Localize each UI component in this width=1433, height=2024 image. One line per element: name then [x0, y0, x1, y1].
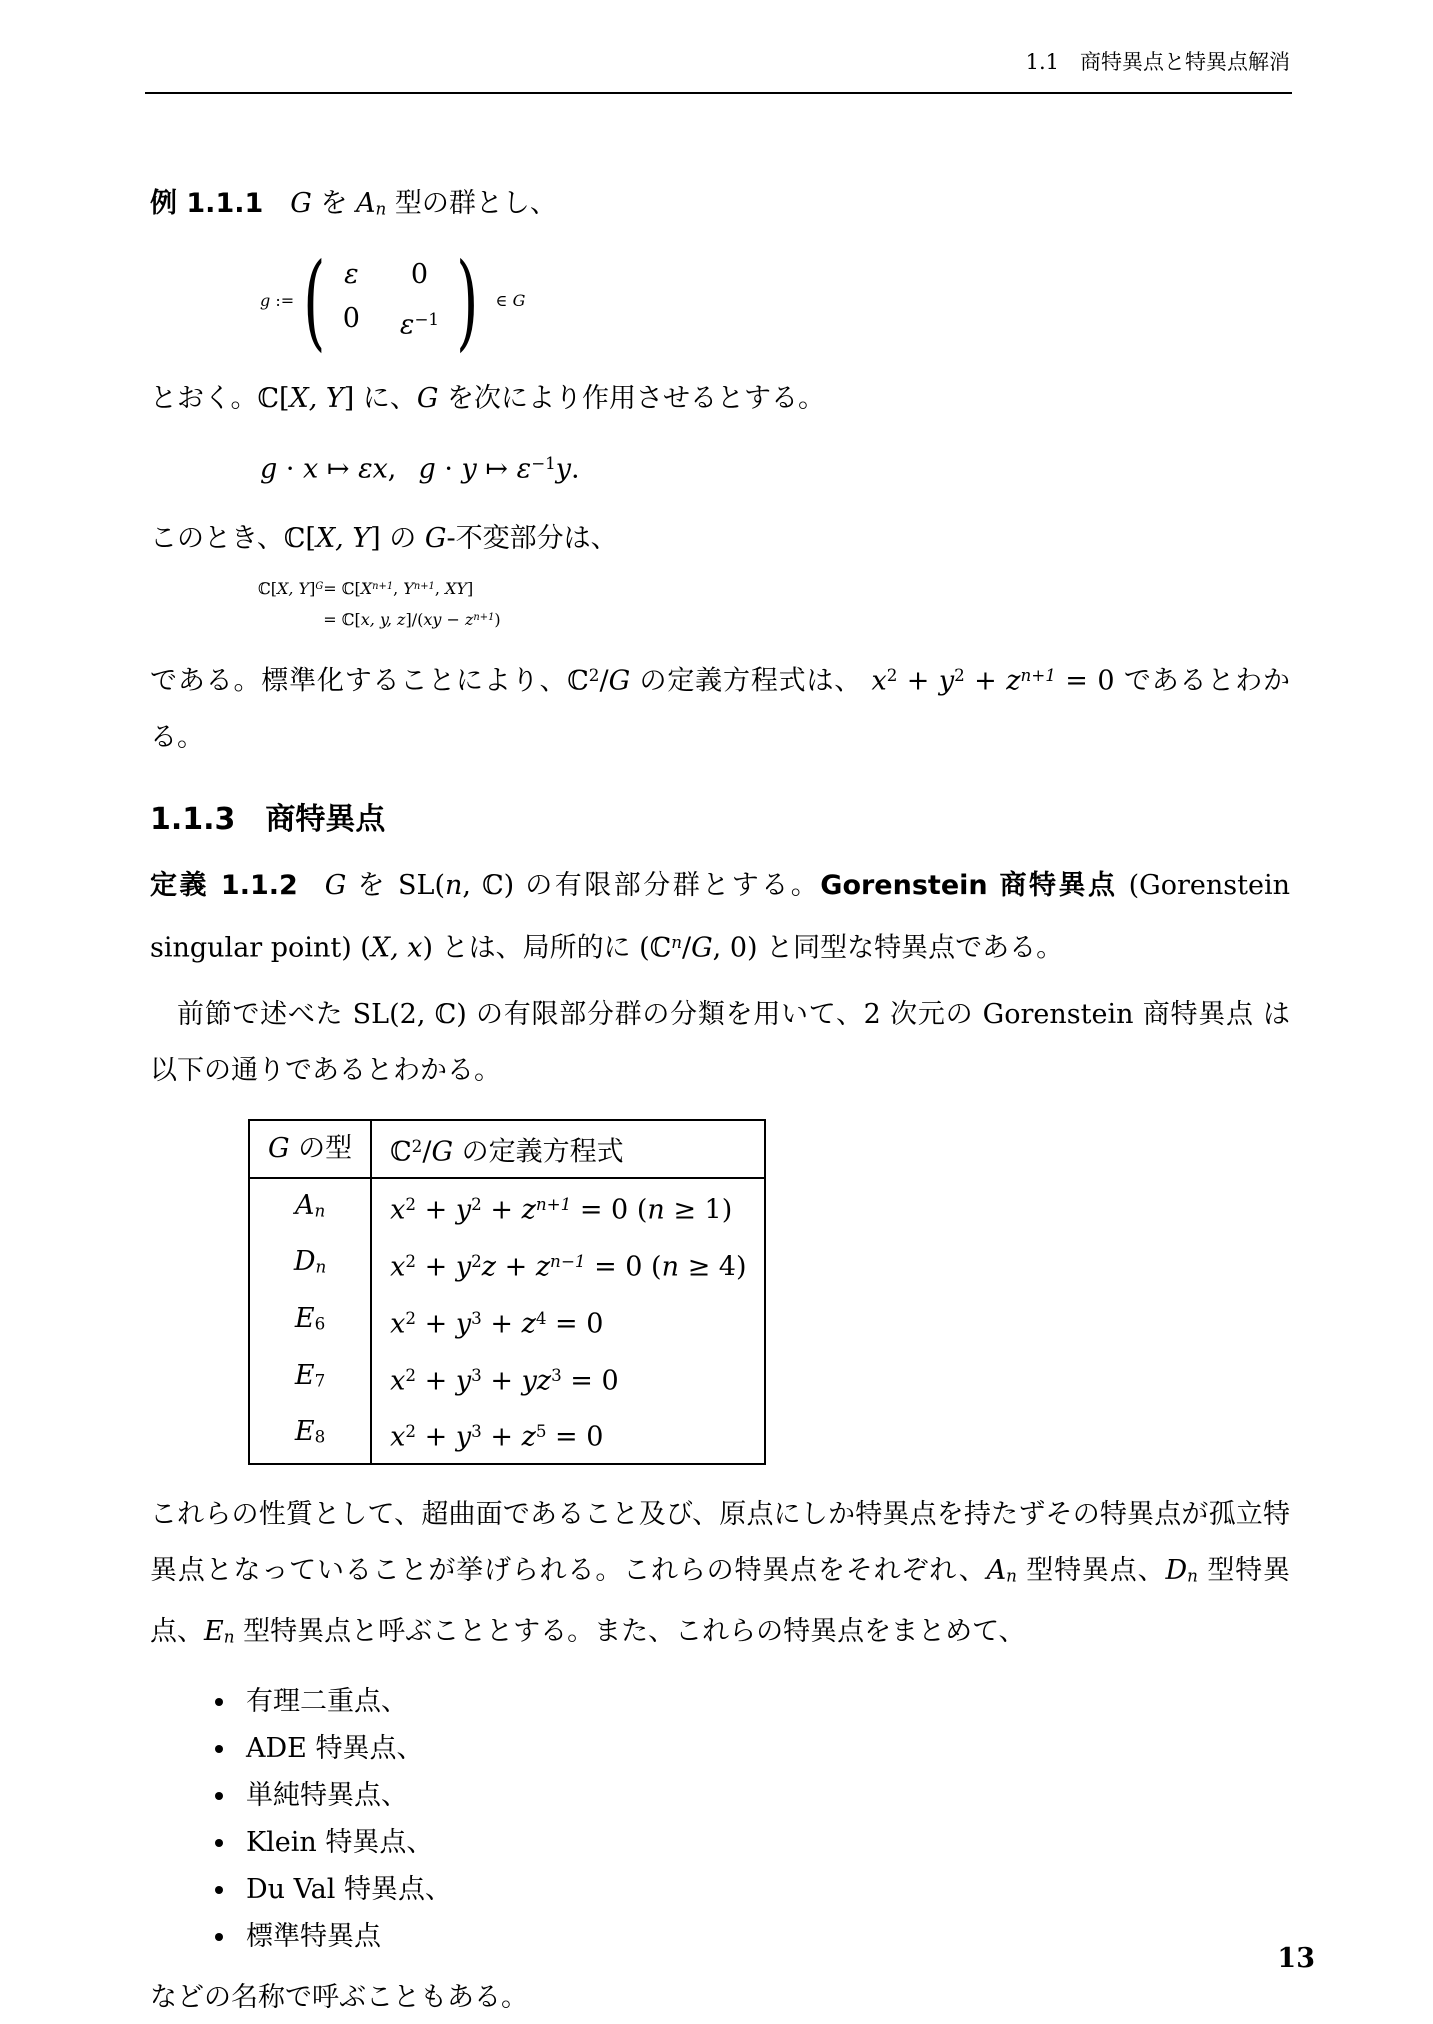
- definition-paragraph: 定義 1.1.2 G を SL(n, ℂ) の有限部分群とする。Gorenstein 商特異点 (Gorenstein singular point) (X, x) とは、局所的に (ℂ$^n$/G, 0) と同型な特異点である。: [150, 870, 1290, 964]
- table-header-equation: ℂ$^2$/G の定義方程式: [390, 1135, 624, 1168]
- table-cell-equation: $x^2 + y^3 + z^5 = 0$: [390, 1421, 604, 1453]
- equation-rhs: ∈ G: [487, 291, 526, 311]
- table-cell-equation: $x^2 + y^3 + yz^3 = 0$: [390, 1364, 619, 1397]
- matrix-cell-r2c2: $\varepsilon^{-1}$: [399, 309, 440, 342]
- list-item: • 標準特異点: [238, 1913, 1290, 1960]
- table-cell-type: Dn: [249, 1236, 371, 1293]
- table-row: [249, 1178, 765, 1236]
- equation-lhs: g :=: [260, 291, 295, 311]
- table-cell-equation: $x^2 + y^3 + z^4 = 0$: [390, 1307, 604, 1340]
- table-row: [249, 1293, 765, 1350]
- table-header-type: G の型: [249, 1120, 371, 1179]
- paragraph-outro: などの名称で呼ぶこともある。: [150, 1982, 528, 2014]
- spacer: [150, 977, 1290, 987]
- table-cell-type: An: [249, 1178, 371, 1236]
- equation-line1-left: ℂ[X, Y]$^G$: [258, 579, 324, 599]
- matrix-entries: [335, 255, 447, 346]
- table-row: [249, 1236, 765, 1293]
- table-row: [249, 1350, 765, 1407]
- equation-matrix-definition: [260, 239, 1290, 362]
- header-rule: [145, 92, 1292, 94]
- paragraph-action-setup: とおく。ℂ[X, Y] に、G を次により作用させるとする。: [150, 382, 826, 414]
- table-cell-equation: $x^2 + y^2 + z^{n+1} = 0$ (n ≥ 1): [390, 1194, 733, 1227]
- table-row: [249, 1406, 765, 1464]
- equation-invariant-ring: [258, 579, 1290, 629]
- page-number: 13: [1277, 1943, 1315, 1974]
- paragraph-classification-intro: 前節で述べた SL(2, ℂ) の有限部分群の分類を用いて、2 次元の Gorenstein 商特異点 は以下の通りであるとわかる。: [150, 998, 1290, 1086]
- singularity-names-list: [150, 1678, 1290, 1960]
- table-cell-type: E6: [249, 1293, 371, 1350]
- table-header-row: [249, 1120, 765, 1179]
- paragraph-conclusion: である。標準化することにより、ℂ$^2$/G の定義方程式は、 $x^2 + y^2 + z^{n+1} = 0$ であるとわかる。: [150, 665, 1290, 754]
- equation-group-action: g · x ↦ εx, g · y ↦ $\varepsilon^{-1}y$.: [260, 452, 580, 485]
- list-item: • Klein 特異点、: [238, 1819, 1290, 1866]
- matrix-close-paren: ): [456, 239, 479, 362]
- matrix-cell-r2c1: 0: [342, 303, 360, 335]
- matrix-cell-r1c1: ε: [344, 259, 359, 291]
- table-cell-equation: $x^2 + y^2z + z^{n-1} = 0$ (n ≥ 4): [390, 1251, 747, 1283]
- running-head: 1.1 商特異点と特異点解消: [1025, 50, 1290, 74]
- table-cell-type: E8: [249, 1406, 371, 1464]
- paragraph-properties: これらの性質として、超曲面であること及び、原点にしか特異点を持たずその特異点が孤立特異点となっていることが挙げられる。これらの特異点をそれぞれ、An 型特異点、Dn 型特異点、En 型特異点と呼ぶこととする。また、これらの特異点をまとめて、: [150, 1499, 1290, 1647]
- page-content: [150, 176, 1290, 2024]
- equation-line2-left: [258, 610, 323, 629]
- quotient-singularity-table: [248, 1119, 766, 1465]
- equation-line2-right: = ℂ[x, y, $z]/(xy - z^{n+1})$: [323, 610, 501, 630]
- list-item: • Du Val 特異点、: [238, 1866, 1290, 1913]
- equation-line1-right: = $ℂ[X^{n+1}$, $Y^{n+1}$, XY]: [323, 579, 474, 599]
- matrix-cell-r1c2: 0: [410, 259, 429, 291]
- paragraph-invariant-intro: このとき、ℂ[X, Y] の G-不変部分は、: [150, 523, 618, 555]
- list-item: • ADE 特異点、: [238, 1725, 1290, 1772]
- subsection-heading: 1.1.3 商特異点: [150, 802, 386, 838]
- list-item: • 単純特異点、: [238, 1772, 1290, 1819]
- example-heading: 例 1.1.1 G を An 型の群とし、: [150, 188, 557, 219]
- matrix-open-paren: (: [303, 239, 326, 362]
- list-item: • 有理二重点、: [238, 1678, 1290, 1725]
- table-cell-type: E7: [249, 1350, 371, 1407]
